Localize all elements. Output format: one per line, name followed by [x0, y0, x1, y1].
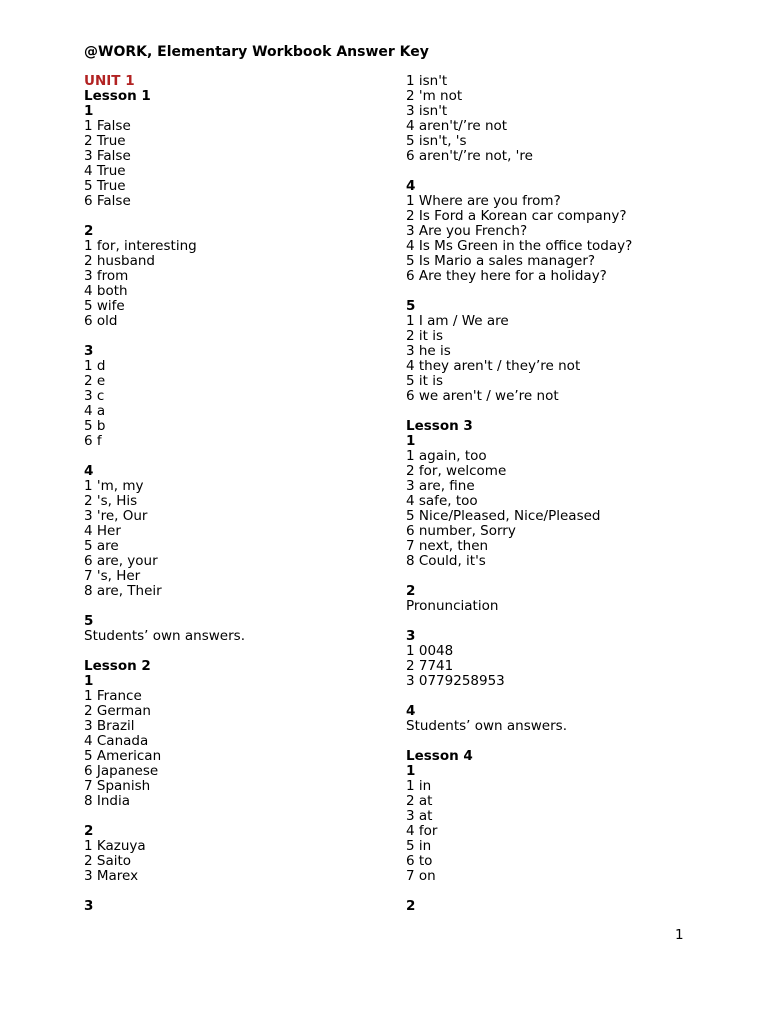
answer-line: 6 to	[406, 853, 433, 869]
answer-line: 4 for	[406, 823, 438, 839]
blank-line	[84, 884, 384, 899]
answer-line: 5 wife	[84, 298, 125, 314]
answer-line: 2 German	[84, 703, 151, 719]
exercise-number: 3	[84, 898, 94, 914]
lesson-heading: Lesson 3	[406, 418, 473, 434]
unit-heading: UNIT 1	[84, 73, 135, 89]
answer-line: 5 American	[84, 748, 162, 764]
blank-line	[84, 809, 384, 824]
answer-line: 5 in	[406, 838, 432, 854]
answer-line: 2 for, welcome	[406, 463, 507, 479]
answer-line: 4 Her	[84, 523, 121, 539]
answer-line: 3 he is	[406, 343, 451, 359]
answer-line: 3 Are you French?	[406, 223, 528, 239]
answer-line: 4 True	[84, 163, 126, 179]
answer-line: 3 Brazil	[84, 718, 135, 734]
answer-line: 8 India	[84, 793, 131, 809]
blank-line	[84, 599, 384, 614]
answer-line: 2 it is	[406, 328, 443, 344]
blank-line	[84, 209, 384, 224]
answer-line: 3 0779258953	[406, 673, 505, 689]
answer-line: 1 in	[406, 778, 432, 794]
answer-line: 5 it is	[406, 373, 443, 389]
answer-line: 5 True	[84, 178, 126, 194]
page-number: 1	[675, 927, 684, 943]
answer-line: 3 at	[406, 808, 433, 824]
answer-line: 3 're, Our	[84, 508, 148, 524]
blank-line	[406, 164, 726, 179]
blank-line	[84, 644, 384, 659]
answer-line: 6 old	[84, 313, 118, 329]
answer-line: 1 0048	[406, 643, 454, 659]
exercise-number: 2	[84, 823, 94, 839]
answer-line: 2 True	[84, 133, 126, 149]
answer-line: 3 False	[84, 148, 131, 164]
answer-line: 2 Saito	[84, 853, 132, 869]
answer-line: 4 Is Ms Green in the office today?	[406, 238, 633, 254]
answer-line: 1 Kazuya	[84, 838, 146, 854]
exercise-number: 4	[84, 463, 94, 479]
answer-line: 7 's, Her	[84, 568, 141, 584]
answer-line: 2 's, His	[84, 493, 138, 509]
answer-line: 6 aren't/’re not, 're	[406, 148, 533, 164]
answer-line: 6 number, Sorry	[406, 523, 516, 539]
lesson-heading: Lesson 4	[406, 748, 473, 764]
answer-line: 4 they aren't / they’re not	[406, 358, 581, 374]
answer-line: 6 Are they here for a holiday?	[406, 268, 607, 284]
blank-line	[84, 329, 384, 344]
answer-line: 2 7741	[406, 658, 454, 674]
answer-line: 1 again, too	[406, 448, 487, 464]
answer-line: 1 isn't	[406, 73, 448, 89]
answer-line: 5 are	[84, 538, 119, 554]
answer-line: 1 False	[84, 118, 131, 134]
answer-line: 5 Nice/Pleased, Nice/Pleased	[406, 508, 601, 524]
answer-line: 4 Canada	[84, 733, 149, 749]
answer-line: 1 d	[84, 358, 106, 374]
left-column	[84, 74, 384, 914]
answer-line: 2 husband	[84, 253, 155, 269]
answer-line: 2 'm not	[406, 88, 463, 104]
answer-line: 5 isn't, 's	[406, 133, 467, 149]
answer-line: 6 f	[84, 433, 102, 449]
answer-line: 3 Marex	[84, 868, 139, 884]
answer-line: 4 aren't/’re not	[406, 118, 508, 134]
answer-line: 6 are, your	[84, 553, 158, 569]
answer-line: 2 e	[84, 373, 106, 389]
answer-line: 6 we aren't / we’re not	[406, 388, 559, 404]
answer-line: 3 from	[84, 268, 129, 284]
answer-line: 3 c	[84, 388, 105, 404]
answer-line: 1 for, interesting	[84, 238, 197, 254]
blank-line	[406, 614, 726, 629]
exercise-number: 5	[406, 298, 416, 314]
exercise-number: 2	[406, 898, 416, 914]
blank-line	[406, 734, 726, 749]
blank-line	[406, 404, 726, 419]
exercise-number: 2	[406, 583, 416, 599]
answer-line: 4 both	[84, 283, 128, 299]
answer-line: 8 Could, it's	[406, 553, 486, 569]
exercise-number: 2	[84, 223, 94, 239]
answer-line: 7 on	[406, 868, 436, 884]
blank-line	[406, 569, 726, 584]
answer-line: 6 Japanese	[84, 763, 159, 779]
exercise-number: 1	[84, 103, 94, 119]
exercise-number: 3	[406, 628, 416, 644]
answer-line: 1 'm, my	[84, 478, 144, 494]
answer-line: 5 b	[84, 418, 106, 434]
exercise-number: 1	[406, 763, 416, 779]
exercise-number: 1	[406, 433, 416, 449]
answer-line: Students’ own answers.	[84, 628, 245, 644]
answer-line: 3 isn't	[406, 103, 448, 119]
answer-line: 3 are, fine	[406, 478, 475, 494]
answer-line: 5 Is Mario a sales manager?	[406, 253, 596, 269]
exercise-number: 3	[84, 343, 94, 359]
answer-line: 2 at	[406, 793, 433, 809]
lesson-heading: Lesson 1	[84, 88, 151, 104]
document-title: @WORK, Elementary Workbook Answer Key	[84, 44, 429, 60]
blank-line	[406, 689, 726, 704]
answer-line: 2 Is Ford a Korean car company?	[406, 208, 627, 224]
answer-line: 7 next, then	[406, 538, 489, 554]
answer-line: 7 Spanish	[84, 778, 151, 794]
answer-line: Pronunciation	[406, 598, 499, 614]
exercise-number: 4	[406, 178, 416, 194]
right-column	[406, 74, 726, 914]
answer-line: 6 False	[84, 193, 131, 209]
exercise-number: 1	[84, 673, 94, 689]
answer-line: 4 a	[84, 403, 106, 419]
exercise-number: 5	[84, 613, 94, 629]
answer-line: 1 Where are you from?	[406, 193, 561, 209]
blank-line	[84, 449, 384, 464]
answer-line: 1 I am / We are	[406, 313, 509, 329]
lesson-heading: Lesson 2	[84, 658, 151, 674]
blank-line	[406, 884, 726, 899]
answer-line: 8 are, Their	[84, 583, 162, 599]
answer-line: 4 safe, too	[406, 493, 478, 509]
answer-line: Students’ own answers.	[406, 718, 567, 734]
blank-line	[406, 284, 726, 299]
exercise-number: 4	[406, 703, 416, 719]
answer-line: 1 France	[84, 688, 142, 704]
